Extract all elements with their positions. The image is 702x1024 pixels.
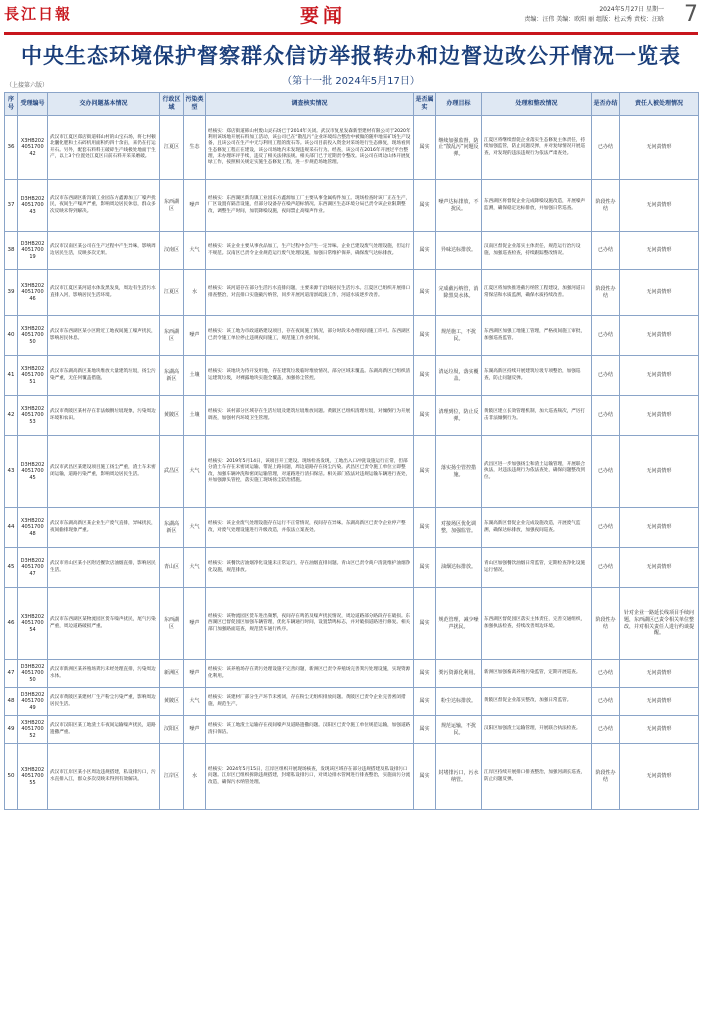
cell-penalty: 针对企业一路延长线项目手续问题，东西湖区已责令相关单位整改，并对相关责任人进行约谈提醒。 [620,588,699,660]
cell-done: 已办结 [592,316,620,356]
cell-district: 东西湖区 [160,180,184,232]
cell-target: 规范施工，不扰民。 [436,316,482,356]
cell-district: 江夏区 [160,116,184,180]
cell-done: 已办结 [592,508,620,548]
cell-target: 清运垃圾，落实覆盖。 [436,356,482,396]
col-header: 办理目标 [436,93,482,116]
cell-action: 汉南区督促企业落实主体责任，规范运行治污设施，加强巡查检查，持续跟踪整改情况。 [482,232,592,270]
cell-fact: 属实 [414,508,436,548]
table-row [5,116,699,180]
cell-type: 大气 [184,548,206,588]
cell-fact: 属实 [414,396,436,436]
table-row [5,316,699,356]
cell-id: X3HB202405170048 [18,508,48,548]
cell-fact: 属实 [414,436,436,508]
cell-summary: 武汉市江岸区某小区周边违规搭建，私设排污口，污水直排入江，群众多次反映未得到有效解决。 [48,744,160,810]
headline: 中央生态环境保护督察群众信访举报转办和边督边改公开情况一览表 [21,43,681,68]
table-row [5,396,699,436]
cell-id: X3HB202405170052 [18,716,48,744]
cell-summary: 武汉市东西湖区新沟镇工业园东方鑫源加工厂噪声扰民，夜间生产噪声严重，影响周边居民休息，群众多次反映未得到解决。 [48,180,160,232]
continued-note: （上接第六版） [6,82,49,89]
col-header: 污染类型 [184,93,206,116]
cell-penalty: 无问责情形 [620,716,699,744]
cell-done: 阶段性办结 [592,270,620,316]
table-row [5,180,699,232]
col-header: 序号 [5,93,18,116]
cell-investigation: 经核实：该企业主要从事食品加工，生产过程中会产生一定异味。企业已建设废气处理设施，但运行不规范。汉南区已责令企业规范运行废气处理设施，加强日常维护保养，确保废气达标排放。 [206,232,414,270]
cell-type: 噪声 [184,716,206,744]
cell-summary: 武汉市东西湖区某物流园区货车噪声扰民，尾气污染严重，周边道路破损严重。 [48,588,160,660]
cell-type: 土壤 [184,396,206,436]
cell-district: 武昌区 [160,436,184,508]
table-row [5,548,699,588]
cell-done: 已办结 [592,688,620,716]
cell-action: 黄陂区督促企业落实整改，加强日常监管。 [482,688,592,716]
cell-fact: 属实 [414,116,436,180]
cell-no: 48 [5,688,18,716]
cell-penalty: 无问责情形 [620,396,699,436]
cell-action: 江岸区持续开展排口排查整治，加强河湖长巡查，防止问题反弹。 [482,744,592,810]
cell-summary: 武汉市东湖高新区某企业生产废气直排，异味扰民，夜间偷排现象严重。 [48,508,160,548]
col-header: 交办问题基本情况 [48,93,160,116]
cell-id: D3HB202405170047 [18,548,48,588]
cell-investigation: 经核实：该养殖场存在粪污处理设施不完善问题，新洲区已责令养殖场完善粪污处理设施，实现资源化利用。 [206,660,414,688]
cell-no: 38 [5,232,18,270]
cell-penalty: 无问责情形 [620,436,699,508]
cell-fact: 属实 [414,716,436,744]
cell-done: 已办结 [592,116,620,180]
col-header: 受理编号 [18,93,48,116]
cell-penalty: 无问责情形 [620,356,699,396]
cell-target: 粪污资源化利用。 [436,660,482,688]
cell-district: 黄陂区 [160,396,184,436]
cell-district: 汉南区 [160,232,184,270]
cell-no: 37 [5,180,18,232]
cell-action: 江夏区将加快推进截污纳管工程建设，加强河道日常保洁和水质监测，确保水质持续改善。 [482,270,592,316]
cell-summary: 武汉市东湖高新区某地块堆放大量建筑垃圾，扬尘污染严重，无任何覆盖措施。 [48,356,160,396]
table-row [5,588,699,660]
cell-district: 江岸区 [160,744,184,810]
cell-investigation: 经核实：该建材厂部分生产环节未密闭，存在粉尘无组织排放问题。黄陂区已责令企业完善密闭措施，规范生产。 [206,688,414,716]
cell-summary: 武汉市青山区某小区附近餐饮店油烟直排，影响居民生活。 [48,548,160,588]
cell-no: 40 [5,316,18,356]
cell-investigation: 经核实：该河道存在部分生活污水直排问题，主要来源于沿线居民生活污水。江夏区已组织开展排口排查整治，对直排口实施截污纳管，同步开展河道清淤疏浚工作，河道水质逐步改善。 [206,270,414,316]
cell-id: D3HB202405170045 [18,436,48,508]
cell-district: 汉阳区 [160,716,184,744]
cell-district: 青山区 [160,548,184,588]
cell-penalty: 无问责情形 [620,180,699,232]
cell-done: 已办结 [592,396,620,436]
cell-target: 规范管理，减少噪声扰民。 [436,588,482,660]
cell-id: D3HB202405170043 [18,180,48,232]
cell-investigation: 经核实：该地块为待开发用地，存在建筑垃圾临时堆放情况，部分区域未覆盖。东湖高新区已组织清运建筑垃圾，对裸露地块实施全覆盖，加强扬尘管控。 [206,356,414,396]
cell-summary: 武汉市黄陂区某建材厂生产粉尘污染严重，影响周边居民生活。 [48,688,160,716]
cell-action: 青山区加强餐饮油烟日常监管，定期检查净化设施运行情况。 [482,548,592,588]
cell-investigation: 经核实：2024年5月15日，江岸区组织开展现场核查，发现该区域存在部分违规搭建及私设排污口问题。江岸区已组织拆除违规搭建，封堵私设排污口，对周边排水管网进行排查整治，实施雨污分流改造，确保污水纳管处理。 [206,744,414,810]
cell-district: 东西湖区 [160,588,184,660]
cell-no: 50 [5,744,18,810]
cell-summary: 武汉市汉南区某公司在生产过程中产生异味，影响周边居民生活，反映多次无果。 [48,232,160,270]
table-row [5,688,699,716]
table-row [5,356,699,396]
cell-investigation: 经核实：该工地为市政道路建设项目，存在夜间施工情况，部分时段未办理夜间施工许可。东西湖区已责令施工单位停止违规夜间施工，规范施工作业时间。 [206,316,414,356]
cell-action: 黄陂区建立长效管理机制，加大巡查频次，严厉打击非法倾倒行为。 [482,396,592,436]
cell-id: X3HB202405170046 [18,270,48,316]
cell-no: 41 [5,356,18,396]
cell-penalty: 无问责情形 [620,660,699,688]
cell-target: 落实扬尘管控措施。 [436,436,482,508]
cell-done: 已办结 [592,716,620,744]
cell-district: 江夏区 [160,270,184,316]
cell-action: 东西湖区将督促企业完成降噪设施改造，开展噪声监测，确保稳定达标排放，并加强日常巡查。 [482,180,592,232]
cell-fact: 属实 [414,548,436,588]
cell-investigation: 经核实：郑店街道韩山村废山灵石场已于2014年关闭。武汉市复星发森新型建材有限公司于2020年利用该场地开展石料加工活动，该公司已在“散乱污”企业环境综合整治中被做的随申地采矿场生产设备，且该公司在生产中无与利用工程的废石等。该公司目前投入资金对采场进行生态修复，现场看到生态修复工程正在建设，该公司场地内未发现违规采石行为。经查，该公司在2016年开展过平台整理，未办理环评手续，违反了相关法律法规。相关部门已于近期责令整改。该公司在周边山体开展复绿工作，按照相关规定实施生态修复工程，进一步规范场地管理。 [206,116,414,180]
cell-investigation: 经核实：2019年5月14日，该项目开工建设。现场检查发现，工地出入口冲洗设施运行正常，但部分渣土车存在未密闭运输、带泥上路问题，周边道路存在扬尘污染。武昌区已责令施工单位立即整改，加强车辆冲洗和密闭运输管理，对道路进行清扫保洁。相关部门依法对违规运输车辆进行查处，并加强源头管控，落实施工现场扬尘防治措施。 [206,436,414,508]
cell-summary: 武汉市江夏区郑店街道韩山村的山宝石场，将七村顿北囊化肥和土石碎机用面积约四十余亩，来仍在打运开石。另外，配套石料料王破碎生产线极处地面于生产，以上3个位置处江夏区日前石料开采采磨破。 [48,116,160,180]
table-row [5,716,699,744]
cell-target: 封堵排污口，污水纳管。 [436,744,482,810]
cell-no: 49 [5,716,18,744]
cell-no: 39 [5,270,18,316]
cell-district: 东湖高新区 [160,356,184,396]
cell-investigation: 经核实：该企业废气处理设施存在运行不正常情况，夜间存在异味。东湖高新区已责令企业停产整改，对废气处理设施进行升级改造，并依法立案查处。 [206,508,414,548]
cell-done: 已办结 [592,356,620,396]
cell-district: 新洲区 [160,660,184,688]
cell-type: 噪声 [184,316,206,356]
cell-type: 噪声 [184,660,206,688]
cell-done: 已办结 [592,436,620,508]
cell-no: 46 [5,588,18,660]
col-header: 责任人被处理情况 [620,93,699,116]
cell-no: 45 [5,548,18,588]
cell-done: 阶段性办结 [592,588,620,660]
cell-district: 黄陂区 [160,688,184,716]
subtitle: （第十一批 2024年5月17日） [282,76,420,87]
cell-fact: 属实 [414,180,436,232]
cell-penalty: 无问责情形 [620,548,699,588]
cell-no: 43 [5,436,18,508]
cell-target: 清理到位，防止反弹。 [436,396,482,436]
cell-target: 继续加强监督，防止“散乱污”问题反弹。 [436,116,482,180]
cell-fact: 属实 [414,744,436,810]
table-row [5,270,699,316]
cell-no: 47 [5,660,18,688]
cell-summary: 武汉市汉阳区某工地渣土车夜间运输噪声扰民，道路遗撒严重。 [48,716,160,744]
cell-summary: 武汉市江夏区某河道水体发黑发臭，周边有生活污水直排入河，影响居民生活环境。 [48,270,160,316]
editors-line: 责编：汪伟 美编：欧阳 丽 组版：杜云秀 责校：汪晗 [524,16,664,23]
cell-type: 土壤 [184,356,206,396]
table-row [5,508,699,548]
cell-id: D3HB202405170049 [18,688,48,716]
cell-id: X3HB202405170054 [18,588,48,660]
page-number: 7 [684,2,698,27]
cell-target: 油烟达标排放。 [436,548,482,588]
cell-target: 完成截污纳管，消除黑臭水体。 [436,270,482,316]
cell-penalty: 无问责情形 [620,688,699,716]
dateline: 2024年5月27日 星期一 [599,6,664,13]
cell-type: 噪声 [184,180,206,232]
cell-penalty: 无问责情形 [620,232,699,270]
cell-type: 水 [184,270,206,316]
cell-summary: 武汉市东西湖区某小区附近工地夜间施工噪声扰民，影响居民休息。 [48,316,160,356]
cell-penalty: 无问责情形 [620,316,699,356]
cell-target: 噪声达标排放，不扰民。 [436,180,482,232]
table-row [5,744,699,810]
col-header: 行政区域 [160,93,184,116]
cell-id: D3HB202405170019 [18,232,48,270]
cell-penalty: 无问责情形 [620,744,699,810]
cell-penalty: 无问责情形 [620,508,699,548]
cell-id: X3HB202405170051 [18,356,48,396]
cell-fact: 属实 [414,356,436,396]
cell-summary: 武汉市武昌区某建设项目施工扬尘严重，渣土车未密闭运输，道路污染严重，影响周边居民生活。 [48,436,160,508]
petition-table [4,92,699,810]
cell-action: 东西湖区加强工地施工管理，严格夜间施工审批，加强巡查监管。 [482,316,592,356]
cell-target: 规范运输，不扰民。 [436,716,482,744]
section-title: 要闻 [300,5,347,27]
cell-type: 大气 [184,436,206,508]
cell-action: 武昌区进一步加强扬尘和渣土运输管理，开展联合执法，对违法违规行为依法查处，确保问题整改到位。 [482,436,592,508]
cell-investigation: 经核实：该村部分区域存在生活垃圾及建筑垃圾堆放问题。黄陂区已组织清理垃圾，对倾倒行为开展调查，加强村内环境卫生管理。 [206,396,414,436]
cell-done: 阶段性办结 [592,744,620,810]
cell-type: 噪声 [184,588,206,660]
table-row [5,660,699,688]
table-header-row [5,93,699,116]
cell-type: 大气 [184,232,206,270]
cell-district: 东湖高新区 [160,508,184,548]
cell-investigation: 经核实：东西湖区新沟镇工业园东方鑫源加工厂主要从事金属构件加工。现场检查时该厂正在生产，厂区设置有隔音设施，但部分设备存在噪声超标情况。东西湖区生态环境分局已责令该企业限期整改，调整生产时间，加装降噪设施，夜间禁止高噪声作业。 [206,180,414,232]
masthead-rule [4,32,698,35]
cell-type: 大气 [184,508,206,548]
cell-done: 已办结 [592,660,620,688]
cell-action: 东湖高新区督促企业完成设施改造，开展废气监测，确保达标排放，加强夜间巡查。 [482,508,592,548]
col-header: 处理和整改情况 [482,93,592,116]
col-header: 是否属实 [414,93,436,116]
cell-type: 生态 [184,116,206,180]
table-row [5,436,699,508]
cell-done: 阶段性办结 [592,180,620,232]
cell-no: 42 [5,396,18,436]
cell-done: 已办结 [592,232,620,270]
table-row [5,232,699,270]
cell-action: 新洲区加强畜禽养殖污染监管，定期开展巡查。 [482,660,592,688]
cell-district: 东西湖区 [160,316,184,356]
cell-summary: 武汉市黄陂区某村存在非法倾倒垃圾现象，污染周边环境和农田。 [48,396,160,436]
cell-investigation: 经核实：该餐饮店油烟净化设施未正常运行，存在油烟直排问题。青山区已责令商户清洗维护油烟净化设施，规范排放。 [206,548,414,588]
cell-investigation: 经核实：该物流园区货车进出频繁，夜间存在鸣笛及噪声扰民情况，周边道路部分路段存在破损。东西湖区已督促园区加强车辆管理，优化车辆通行时间，设置禁鸣标志，并对破损道路进行修复。相关部门加强路面巡查，规范货车通行秩序。 [206,588,414,660]
cell-action: 东西湖区督促园区落实主体责任，完善交通组织，加强执法检查，持续改善周边环境。 [482,588,592,660]
col-header: 是否办结 [592,93,620,116]
cell-action: 汉阳区加强渣土运输管理，开展联合执法检查。 [482,716,592,744]
cell-action: 东湖高新区持续开展建筑垃圾专项整治，加强巡查，防止问题反弹。 [482,356,592,396]
cell-investigation: 经核实：该工地渣土运输存在夜间噪声及道路遗撒问题。汉阳区已责令施工单位规范运输，加强道路清扫保洁。 [206,716,414,744]
cell-fact: 属实 [414,316,436,356]
cell-summary: 武汉市新洲区某养殖场粪污未经处理直排，污染周边水体。 [48,660,160,688]
cell-type: 水 [184,744,206,810]
cell-penalty: 无问责情形 [620,270,699,316]
cell-id: D3HB202405170050 [18,660,48,688]
cell-id: X3HB202405170050 [18,316,48,356]
cell-id: X3HB202405170055 [18,744,48,810]
cell-fact: 属实 [414,588,436,660]
cell-action: 江夏区将继续督促企业落实生态修复主体责任，持续加强监管，防止问题反弹，并对复绿情况开展巡查，对发现的违法违规行为依法严肃查处。 [482,116,592,180]
cell-penalty: 无问责情形 [620,116,699,180]
col-header: 调查核实情况 [206,93,414,116]
cell-type: 大气 [184,688,206,716]
cell-no: 44 [5,508,18,548]
newspaper-logo: 長江日報 [4,5,73,23]
cell-fact: 属实 [414,688,436,716]
cell-id: X3HB202405170053 [18,396,48,436]
cell-target: 异味达标排放。 [436,232,482,270]
cell-target: 粉尘达标排放。 [436,688,482,716]
cell-id: X3HB202405170042 [18,116,48,180]
cell-fact: 属实 [414,270,436,316]
cell-target: 对接场区优化调整，加强监管。 [436,508,482,548]
cell-done: 已办结 [592,548,620,588]
cell-fact: 属实 [414,232,436,270]
cell-no: 36 [5,116,18,180]
cell-fact: 属实 [414,660,436,688]
